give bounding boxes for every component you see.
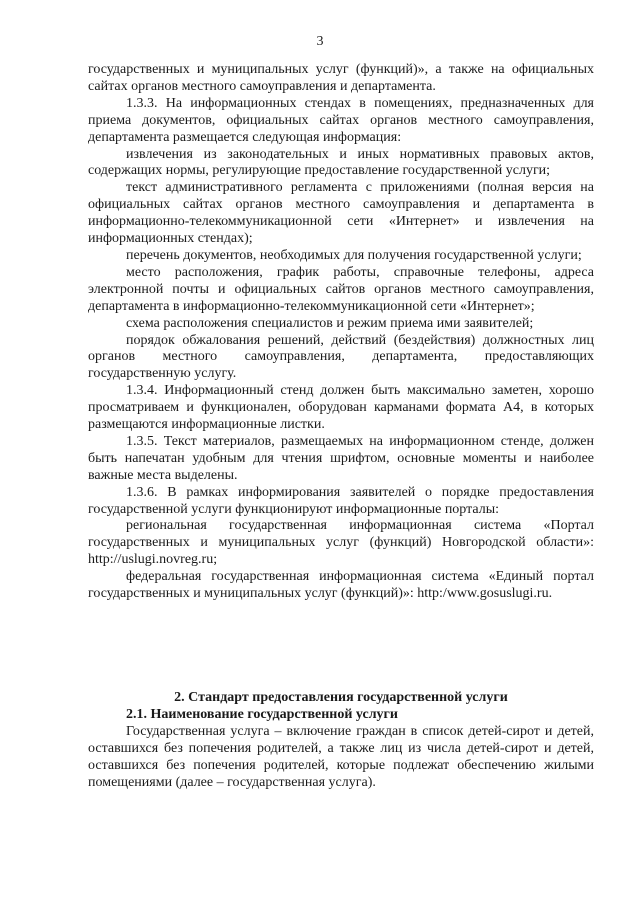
document-body <box>88 62 594 603</box>
section-2-1-text: Государственная услуга – включение граждан в список детей-сирот и детей, оставшихся без попечения родителей, а также лиц из числа детей-сирот и детей, оставшихся без попечения родителей, которые подлежат обеспечению жилыми помещениями (далее – государственная услуга). <box>88 724 594 790</box>
list-item-regional-portal: региональная государственная информационная система «Портал государственных и муниципальных услуг (функций) Новгородской области»: http://uslugi.novreg.ru; <box>88 518 594 568</box>
list-item-documents-list: перечень документов, необходимых для получения государственной услуги; <box>126 247 582 263</box>
paragraph-continuation: государственных и муниципальных услуг (функций)», а также на официальных сайтах органов местного самоуправления и департамента. <box>88 62 594 94</box>
list-item-regulation-text: текст административного регламента с приложениями (полная версия на официальных сайтах органов местного самоуправления и департамента в информационно-телекоммуникационной сети «Интернет» и извлечения на информационных стендах); <box>88 180 594 247</box>
list-item-specialists-schema: схема расположения специалистов и режим приема ими заявителей; <box>126 315 534 331</box>
section-heading: 2. Стандарт предоставления государственной услуги <box>174 690 508 705</box>
list-item-appeal-procedure: порядок обжалования решений, действий (бездействия) должностных лиц органов местного самоуправления, департамента, предоставляющих государственную услугу. <box>88 332 594 382</box>
list-item-legal-extracts: извлечения из законодательных и иных нормативных правовых актов, содержащих нормы, регулирующие предоставление государственной услуги; <box>88 146 594 179</box>
paragraph-1-3-5: 1.3.5. Текст материалов, размещаемых на информационном стенде, должен быть напечатан удобным для чтения шрифтом, основные моменты и наиболее важные места выделены. <box>88 433 594 483</box>
list-item-contacts: место расположения, график работы, справочные телефоны, адреса электронной почты и официальных сайтов органов местного самоуправления, департамента в информационно-телекоммуникационной сети «Интернет»; <box>88 264 594 314</box>
paragraph-1-3-3: 1.3.3. На информационных стендах в помещениях, предназначенных для приема документов, официальных сайтах органов местного самоуправления, департамента размещается следующая информация: <box>88 95 594 145</box>
paragraph-1-3-6: 1.3.6. В рамках информирования заявителей о порядке предоставления государственной услуги функционируют информационные порталы: <box>88 484 594 517</box>
section-2 <box>88 689 594 791</box>
list-item-federal-portal: федеральная государственная информационная система «Единый портал государственных и муниципальных услуг (функций)»: http:/www.gosuslugi.ru. <box>88 569 594 602</box>
paragraph-1-3-4: 1.3.4. Информационный стенд должен быть максимально заметен, хорошо просматриваем и функционален, оборудован карманами формата А4, в которых размещаются информационные листки. <box>88 383 594 433</box>
page-number: 3 <box>316 34 324 49</box>
subsection-heading: 2.1. Наименование государственной услуги <box>126 707 398 722</box>
